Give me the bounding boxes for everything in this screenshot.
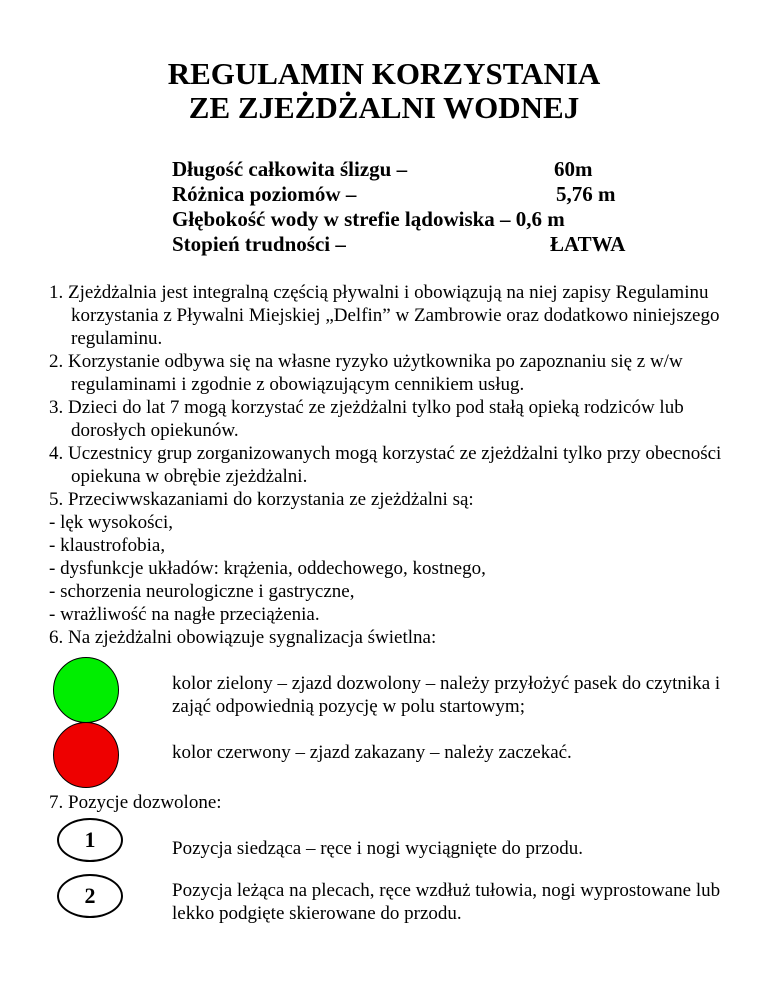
position-2-badge: 2 xyxy=(57,874,123,918)
green-light-text: kolor zielony – zjazd dozwolony – należy przyłożyć pasek do czytnika i zająć odpowiednią pozycję w polu startowym; xyxy=(172,673,721,717)
title-line-2: ZE ZJEŻDŻALNI WODNEJ xyxy=(188,90,580,125)
contraindication-item: - klaustrofobia, xyxy=(49,535,166,556)
rule-item: 7. Pozycje dozwolone: xyxy=(49,792,222,813)
position-1-text: Pozycja siedząca – ręce i nogi wyciągnięte do przodu. xyxy=(172,838,583,859)
rules-list xyxy=(49,281,749,649)
contraindication-item: - schorzenia neurologiczne i gastryczne, xyxy=(49,581,355,602)
contraindication-item: - lęk wysokości, xyxy=(49,512,174,533)
rule-item: 4. Uczestnicy grup zorganizowanych mogą korzystać ze zjeżdżalni tylko przy obecności opiekuna w obrębie zjeżdżalni. xyxy=(49,443,722,487)
red-light-icon xyxy=(53,722,119,788)
green-light-icon xyxy=(53,657,119,723)
rule-item: 5. Przeciwwskazaniami do korzystania ze zjeżdżalni są: xyxy=(49,489,474,510)
page-title xyxy=(0,57,768,125)
rule-item: 1. Zjeżdżalnia jest integralną częścią pływalni i obowiązują na niej zapisy Regulaminu korzystania z Pływalni Miejskiej „Delfin” w Zambrowie oraz dodatkowo niniejszego regulaminu. xyxy=(49,282,720,349)
spec-difficulty: Stopień trudności – ŁATWA xyxy=(172,232,626,256)
contraindication-item: - dysfunkcje układów: krążenia, oddechowego, kostnego, xyxy=(49,558,486,579)
rule-item: 6. Na zjeżdżalni obowiązuje sygnalizacja świetlna: xyxy=(49,627,437,648)
spec-length: Długość całkowita ślizgu – 60m xyxy=(172,157,593,181)
spec-height-difference: Różnica poziomów – 5,76 m xyxy=(172,182,616,206)
red-light-text: kolor czerwony – zjazd zakazany – należy zaczekać. xyxy=(172,742,572,763)
position-2-text: Pozycja leżąca na plecach, ręce wzdłuż tułowia, nogi wyprostowane lub lekko podgięte skierowane do przodu. xyxy=(172,880,721,924)
rule-item: 2. Korzystanie odbywa się na własne ryzyko użytkownika po zapoznaniu się z w/w regulaminami i zgodnie z obowiązującym cennikiem usług. xyxy=(49,351,683,395)
contraindication-item: - wrażliwość na nagłe przeciążenia. xyxy=(49,604,320,625)
spec-water-depth: Głębokość wody w strefie lądowiska – 0,6 m xyxy=(172,207,565,231)
slide-specs xyxy=(172,157,672,257)
title-line-1: REGULAMIN KORZYSTANIA xyxy=(167,56,601,91)
rule-item: 3. Dzieci do lat 7 mogą korzystać ze zjeżdżalni tylko pod stałą opieką rodziców lub dorosłych opiekunów. xyxy=(49,397,684,441)
position-1-badge: 1 xyxy=(57,818,123,862)
